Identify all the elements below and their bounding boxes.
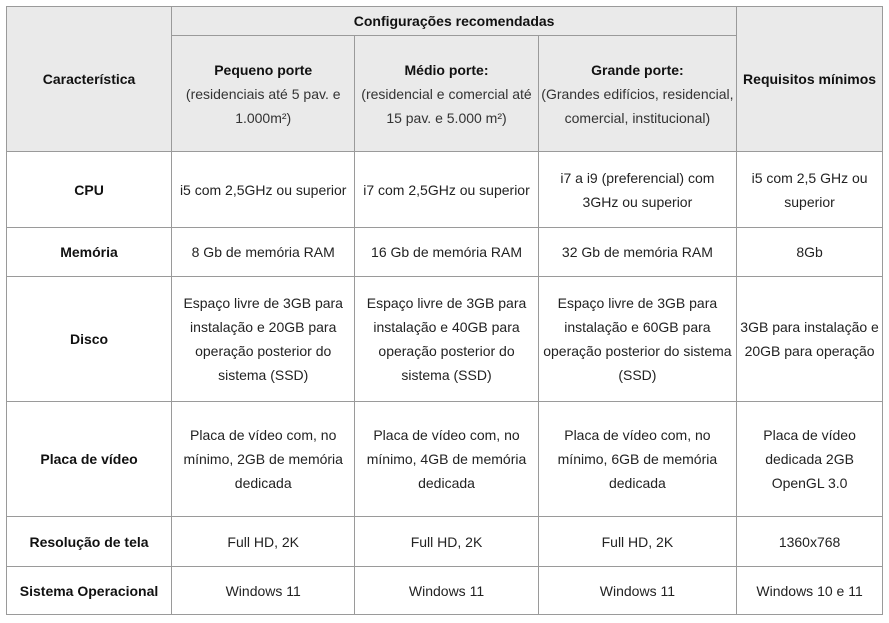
- table-cell: Espaço livre de 3GB para instalação e 60GB para operação posterior do sistema (SSD): [538, 277, 736, 402]
- row-label: Placa de vídeo: [7, 402, 172, 517]
- row-label: Memória: [7, 228, 172, 277]
- table-row: [7, 152, 883, 228]
- header-small: [172, 36, 355, 152]
- table-cell: 1360x768: [737, 517, 883, 567]
- table-cell: Placa de vídeo com, no mínimo, 4GB de memória dedicada: [355, 402, 538, 517]
- table-cell: Placa de vídeo com, no mínimo, 2GB de memória dedicada: [172, 402, 355, 517]
- table-row: [7, 228, 883, 277]
- header-large: [538, 36, 736, 152]
- header-medium: [355, 36, 538, 152]
- header-medium-subtitle: (residencial e comercial até 15 pav. e 5.000 m²): [361, 85, 532, 126]
- table-cell: Windows 11: [172, 567, 355, 615]
- header-characteristic: Característica: [7, 7, 172, 152]
- table-cell: Full HD, 2K: [172, 517, 355, 567]
- table-cell: Placa de vídeo com, no mínimo, 6GB de memória dedicada: [538, 402, 736, 517]
- table-row: [7, 517, 883, 567]
- header-small-title: Pequeno porte: [214, 61, 313, 78]
- table-cell: Windows 11: [355, 567, 538, 615]
- table-cell: Placa de vídeo dedicada 2GB OpenGL 3.0: [737, 402, 883, 517]
- table-cell: 8 Gb de memória RAM: [172, 228, 355, 277]
- header-large-title: Grande porte:: [591, 61, 684, 78]
- table-row: [7, 567, 883, 615]
- requirements-table: [6, 6, 883, 615]
- table-cell: 16 Gb de memória RAM: [355, 228, 538, 277]
- table-cell: Windows 10 e 11: [737, 567, 883, 615]
- table-cell: Windows 11: [538, 567, 736, 615]
- header-large-subtitle: (Grandes edifícios, residencial, comercial, institucional): [541, 85, 734, 126]
- table-cell: i5 com 2,5 GHz ou superior: [737, 152, 883, 228]
- table-cell: Espaço livre de 3GB para instalação e 40GB para operação posterior do sistema (SSD): [355, 277, 538, 402]
- table-row: [7, 277, 883, 402]
- header-medium-title: Médio porte:: [404, 61, 489, 78]
- header-recommended-group: Configurações recomendadas: [172, 7, 737, 36]
- table-cell: i7 a i9 (preferencial) com 3GHz ou superior: [538, 152, 736, 228]
- table-cell: i5 com 2,5GHz ou superior: [172, 152, 355, 228]
- header-minimum: Requisitos mínimos: [737, 7, 883, 152]
- header-small-subtitle: (residenciais até 5 pav. e 1.000m²): [185, 85, 341, 126]
- table-cell: Full HD, 2K: [538, 517, 736, 567]
- table-cell: 32 Gb de memória RAM: [538, 228, 736, 277]
- row-label: Resolução de tela: [7, 517, 172, 567]
- table-cell: Espaço livre de 3GB para instalação e 20GB para operação posterior do sistema (SSD): [172, 277, 355, 402]
- row-label: Disco: [7, 277, 172, 402]
- row-label: Sistema Operacional: [7, 567, 172, 615]
- table-cell: i7 com 2,5GHz ou superior: [355, 152, 538, 228]
- row-label: CPU: [7, 152, 172, 228]
- table-cell: 3GB para instalação e 20GB para operação: [737, 277, 883, 402]
- table-cell: 8Gb: [737, 228, 883, 277]
- table-row: [7, 402, 883, 517]
- table-cell: Full HD, 2K: [355, 517, 538, 567]
